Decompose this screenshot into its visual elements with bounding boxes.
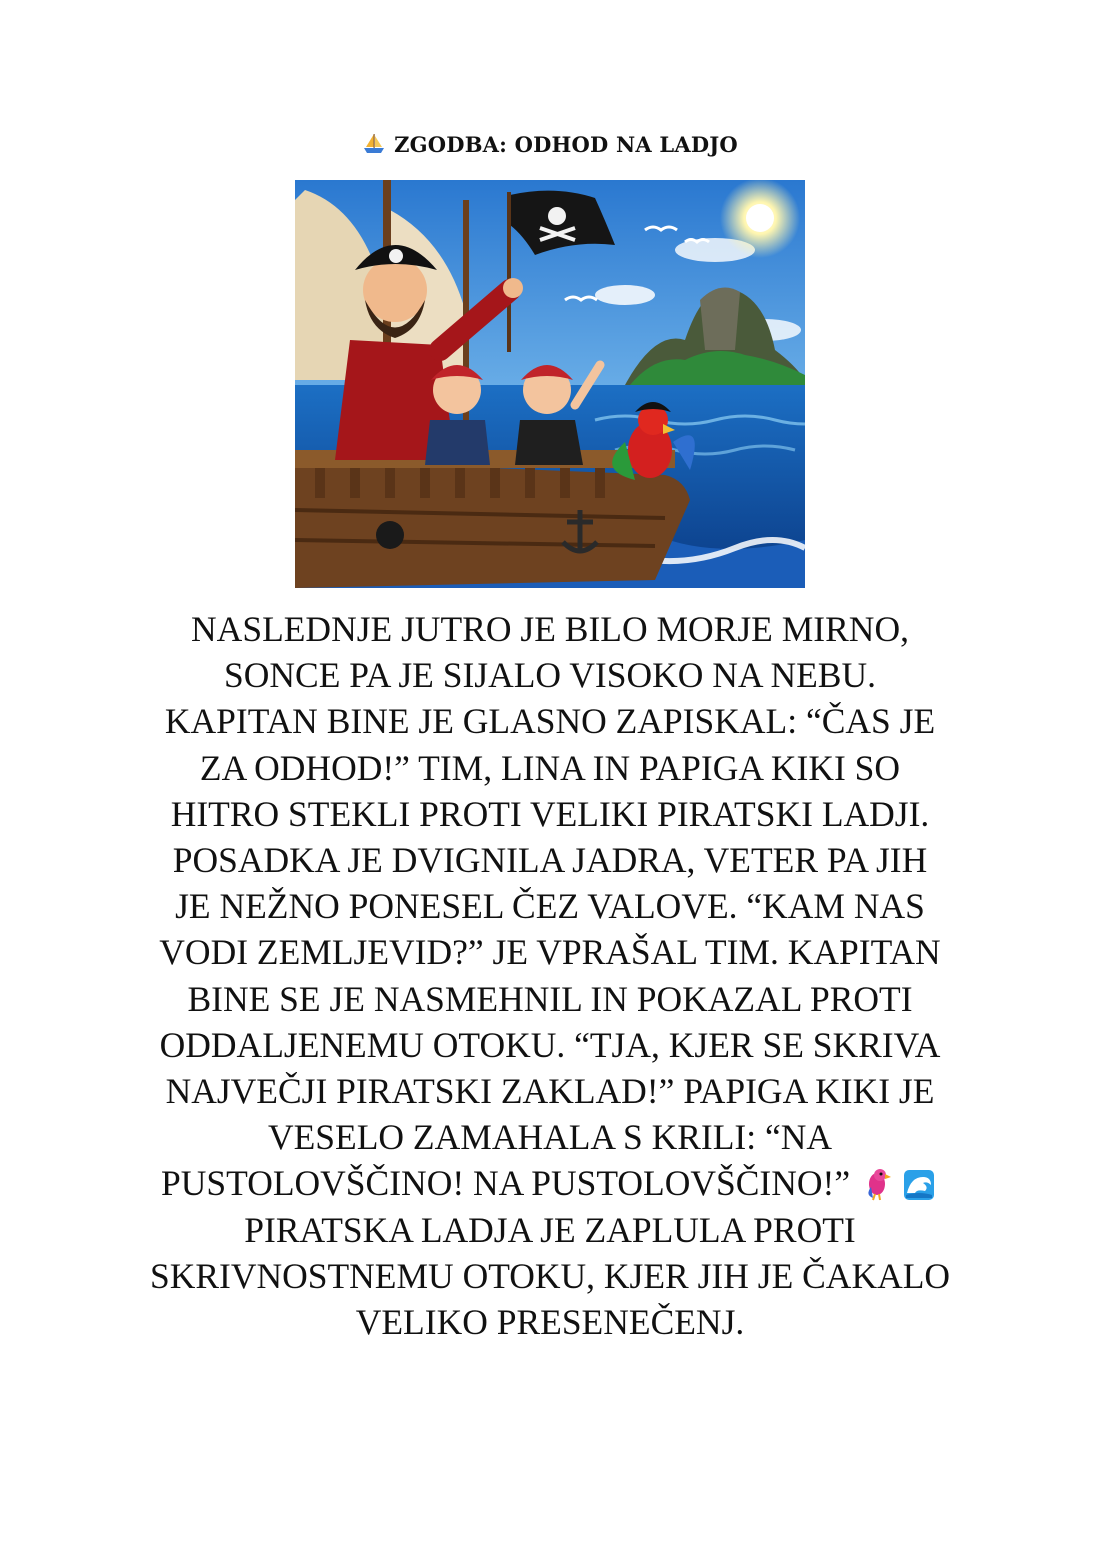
pirate-ship-illustration [295,180,805,588]
story-line: POSADKA JE DVIGNILA JADRA, VETER PA JIH [172,840,928,881]
story-line: NASLEDNJE JUTRO JE BILO MORJE MIRNO, [191,609,909,649]
story-text [110,606,990,1345]
story-line: BINE SE JE NASMEHNIL IN POKAZAL PROTI [187,978,913,1019]
story-line: VODI ZEMLJEVID?” JE VPRAŠAL TIM. KAPITAN [159,932,941,973]
story-line: PIRATSKA LADJA JE ZAPLULA PROTI [244,1209,856,1250]
story-line: PUSTOLOVŠČINO! NA PUSTOLOVŠČINO!” [161,1163,851,1204]
story-title-text: ZGODBA: ODHOD NA LADJO [394,132,738,157]
sailboat-icon [362,133,386,155]
story-line: SKRIVNOSTNEMU OTOKU, KJER JIH JE ČAKALO [149,1255,951,1296]
story-line: HITRO STEKLI PROTI VELIKI PIRATSKI LADJI. [170,793,930,834]
story-line: ZA ODHOD!” TIM, LINA IN PAPIGA KIKI SO [199,747,901,788]
story-title [0,132,1100,157]
story-line: VELIKO PRESENEČENJ. [355,1302,745,1343]
story-line: NAJVEČJI PIRATSKI ZAKLAD!” PAPIGA KIKI JE [165,1071,935,1112]
parrot-icon [863,1166,895,1200]
story-line: VESELO ZAMAHALA S KRILI: “NA [267,1117,832,1158]
story-line: KAPITAN BINE JE GLASNO ZAPISKAL: “ČAS JE [164,701,936,742]
story-line: JE NEŽNO PONESEL ČEZ VALOVE. “KAM NAS [175,886,925,927]
story-line: ODDALJENEMU OTOKU. “TJA, KJER SE SKRIVA [159,1024,941,1065]
story-line: SONCE PA JE SIJALO VISOKO NA NEBU. [224,655,876,696]
wave-icon [903,1166,935,1200]
story-line-with-icons [110,1160,990,1206]
